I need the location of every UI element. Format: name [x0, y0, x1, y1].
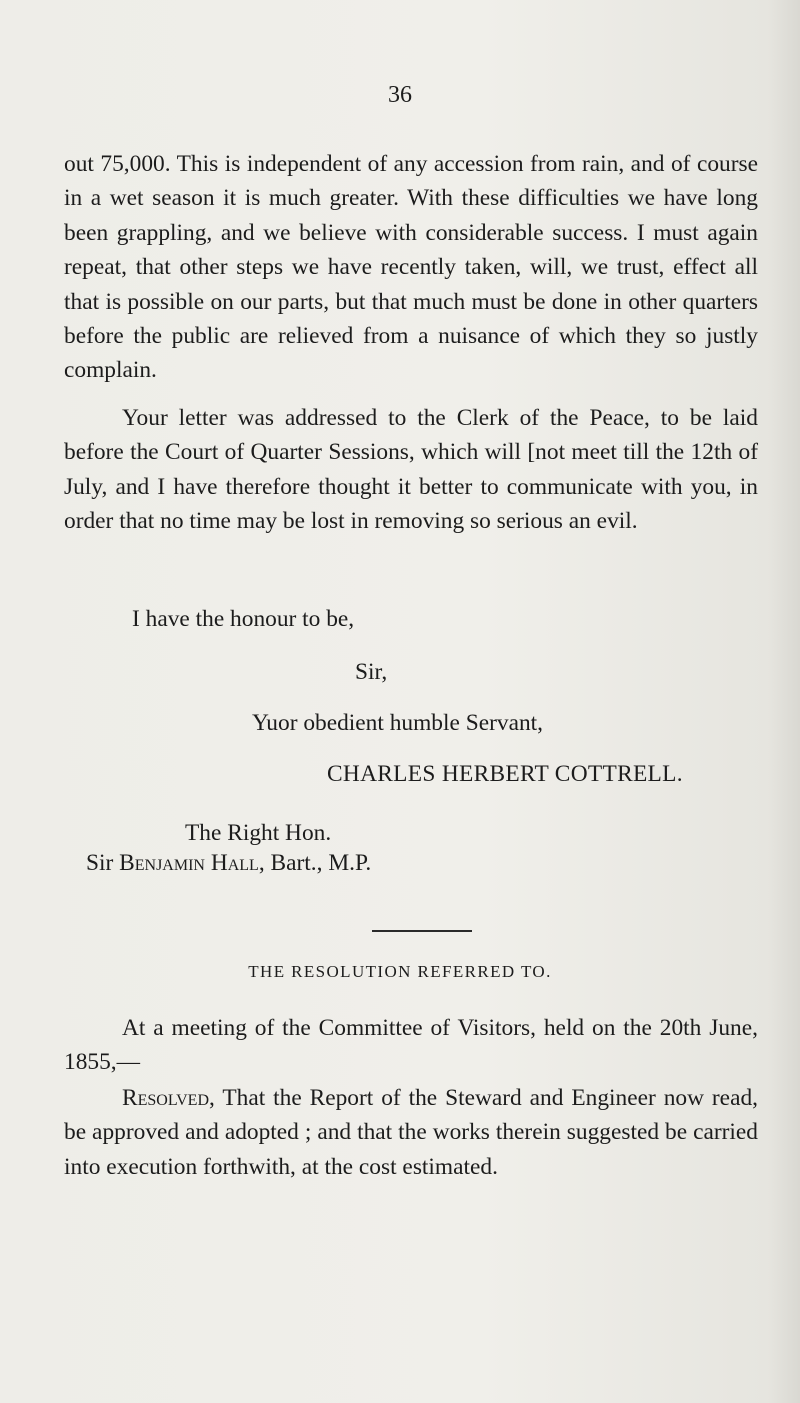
resolved-word: Resolved — [122, 1085, 210, 1111]
closing-servant-line: Yuor obedient humble Servant, — [252, 710, 544, 736]
page-number: 36 — [388, 82, 412, 108]
paragraph-resolved — [64, 1081, 758, 1184]
paragraph-continuation: out 75,000. This is independent of any accession from rain, and of course in a wet season it is much greater. With these difficulties we have long been grappling, and we believe with considerable success. I must again repeat, that other steps we have recently taken, will, we trust, effect all that is possible on our parts, but that much must be done in other quarters before the public are relieved from a nuisance of which they so justly complain. — [64, 151, 758, 384]
paragraph-letter-addressed: Your letter was addressed to the Clerk of the Peace, to be laid before the Court of Quarter Sessions, which will [not meet till the 12th of July, and I have therefore thought it better to communicate with you, in order that no time may be lost in removing so serious an evil. — [64, 405, 758, 535]
resolved-text: , That the Report of the Steward and Engineer now read, be approved and adopted ; and that the works therein suggested be carried into execution forthwith, at the cost estimated. — [64, 1085, 758, 1180]
addressee-prefix: Sir — [86, 850, 120, 876]
paragraph-meeting: At a meeting of the Committee of Visitors, held on the 20th June, 1855,— — [64, 1015, 758, 1076]
signature-name: CHARLES HERBERT COTTRELL. — [327, 761, 683, 787]
addressee-suffix: , Bart., M.P. — [258, 850, 372, 876]
closing-honour-line: I have the honour to be, — [132, 606, 355, 632]
addressee-title: The Right Hon. — [185, 820, 332, 846]
addressee-name-smallcaps: Benjamin Hall — [119, 850, 259, 876]
closing-salutation: Sir, — [355, 659, 388, 685]
section-divider — [372, 930, 472, 932]
resolution-heading: THE RESOLUTION REFERRED TO. — [248, 962, 552, 981]
addressee-name — [86, 848, 371, 878]
